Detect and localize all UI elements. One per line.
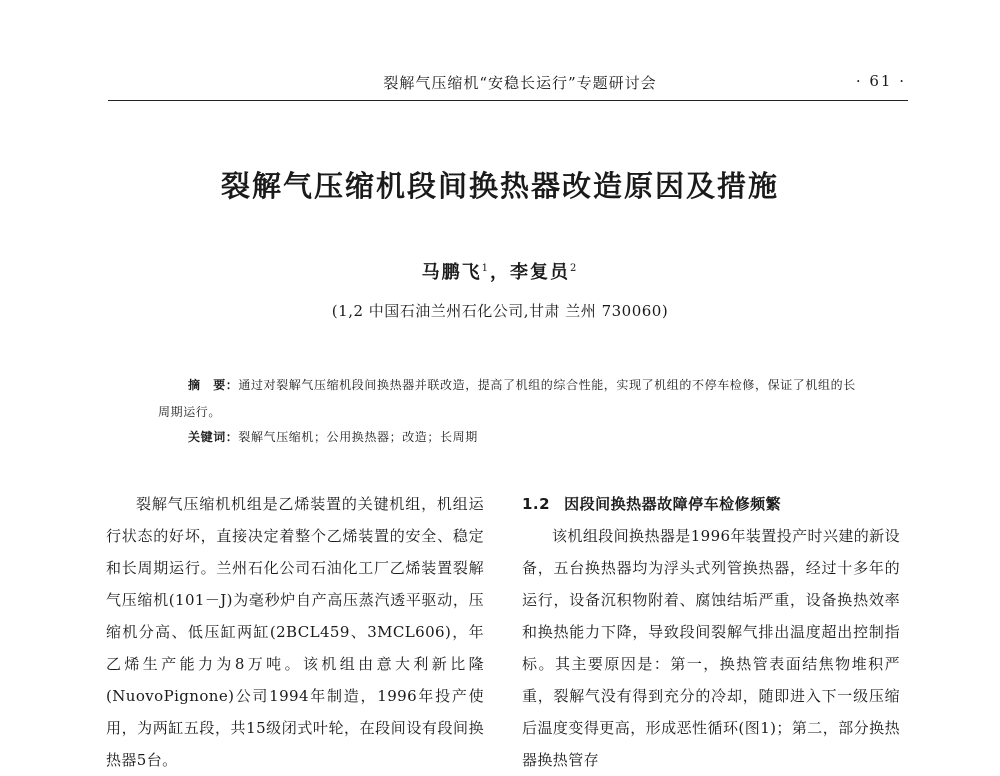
paper-title: 裂解气压缩机段间换热器改造原因及措施 [220,169,779,203]
body-column-left [106,488,484,776]
section-heading [522,488,900,520]
affiliation: (1,2 中国石油兰州石化公司,甘肃 兰州 730060) [331,302,669,320]
body-paragraph: 裂解气压缩机机组是乙烯装置的关键机组，机组运行状态的好坏，直接决定着整个乙烯装置的安全、稳定和长周期运行。兰州石化公司石油化工厂乙烯装置裂解气压缩机(101－J)为毫秒炉自产高压蒸汽透平驱动，压缩机分高、低压缸两缸(2BCL459、3MCL606)，年乙烯生产能力为8万吨。该机组由意大利新比隆(NuovoPignone)公司1994年制造，1996年投产使用，为两缸五段，共15级闭式叶轮，在段间设有段间换热器5台。 [106,495,484,769]
author-affiliation-mark: 1 [481,263,490,274]
header-rule [108,100,908,101]
keywords [188,428,858,445]
author-name: 李复员 [510,262,570,283]
section-number: 1.2 [522,495,551,513]
keywords-text: 裂解气压缩机；公用换热器；改造；长周期 [238,430,478,444]
author-separator: ， [490,262,510,283]
author-list [300,258,700,284]
running-header-title: 裂解气压缩机“安稳长运行”专题研讨会 [383,74,657,92]
author-affiliation-mark: 2 [570,263,579,274]
author-name: 马鹏飞 [421,262,482,283]
body-column-right [522,488,900,776]
body-paragraph: 该机组段间换热器是1996年装置投产时兴建的新设备，五台换热器均为浮头式列管换热器，经过十多年的运行，设备沉积物附着、腐蚀结垢严重，设备换热效率和换热能力下降，导致段间裂解气排出温度超出控制指标。其主要原因是：第一，换热管表面结焦物堆积严重，裂解气没有得到充分的冷却，随即进入下一级压缩后温度变得更高，形成恶性循环(图1)；第二，部分换热器换热管存 [522,527,900,769]
page-number: · 61 · [855,72,906,90]
abstract-text: 通过对裂解气压缩机段间换热器并联改造，提高了机组的综合性能，实现了机组的不停车检修，保证了机组的长周期运行。 [158,378,856,419]
keywords-label: 关键词： [188,430,239,444]
abstract [158,372,858,426]
abstract-label: 摘 要： [188,378,239,392]
section-title: 因段间换热器故障停车检修频繁 [564,495,782,513]
